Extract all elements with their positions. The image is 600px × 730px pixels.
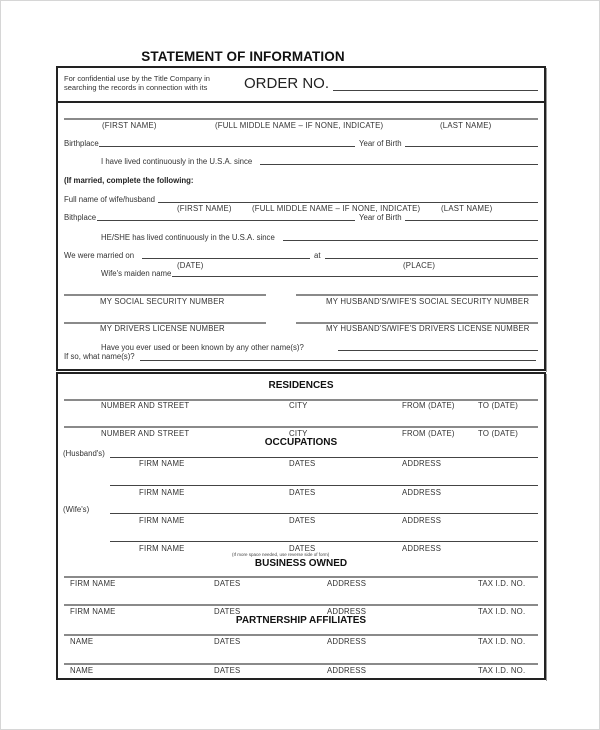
occupation-2-field[interactable] bbox=[110, 485, 538, 486]
spouse-first-name-caption: (FIRST NAME) bbox=[177, 204, 232, 213]
what-names-label: If so, what name(s)? bbox=[64, 352, 135, 361]
par2-tax-caption: TAX I.D. NO. bbox=[478, 666, 526, 675]
birthplace-label: Birthplace bbox=[64, 139, 99, 148]
bus2-address-caption: ADDRESS bbox=[327, 607, 367, 616]
header-separator bbox=[56, 101, 546, 103]
res2-to-caption: TO (DATE) bbox=[478, 429, 519, 438]
husband-label: (Husband's) bbox=[63, 449, 105, 458]
bus2-dates-caption: DATES bbox=[214, 607, 241, 616]
par1-address-caption: ADDRESS bbox=[327, 637, 367, 646]
res1-city-caption: CITY bbox=[289, 401, 308, 410]
occ2-address-caption: ADDRESS bbox=[402, 488, 442, 497]
occ1-firm-caption: FIRM NAME bbox=[139, 459, 185, 468]
partnership-title: PARTNERSHIP AFFILIATES bbox=[235, 615, 367, 626]
box-shadow bbox=[546, 68, 547, 372]
date-caption: (DATE) bbox=[177, 261, 204, 270]
middle-name-caption: (FULL MIDDLE NAME – IF NONE, INDICATE) bbox=[215, 121, 384, 130]
confidential-note-line2: searching the records in connection with its bbox=[64, 83, 208, 92]
occ3-firm-caption: FIRM NAME bbox=[139, 516, 185, 525]
spouse-ssn-caption: MY HUSBAND'S/WIFE'S SOCIAL SECURITY NUMBER bbox=[326, 297, 530, 306]
order-no-field[interactable] bbox=[333, 90, 538, 91]
first-name-caption: (FIRST NAME) bbox=[102, 121, 157, 130]
married-heading: (If married, complete the following: bbox=[64, 176, 194, 185]
occupation-1-field[interactable] bbox=[110, 457, 538, 458]
married-place-field[interactable] bbox=[325, 258, 538, 259]
occ2-firm-caption: FIRM NAME bbox=[139, 488, 185, 497]
occ3-dates-caption: DATES bbox=[289, 516, 316, 525]
at-label: at bbox=[314, 251, 321, 260]
spouse-ssn-field[interactable] bbox=[296, 294, 538, 296]
spouse-year-of-birth-label: Year of Birth bbox=[359, 213, 402, 222]
par2-address-caption: ADDRESS bbox=[327, 666, 367, 675]
maiden-name-label: Wife's maiden name bbox=[101, 269, 172, 278]
other-names-field[interactable] bbox=[338, 350, 538, 351]
birthplace-field[interactable] bbox=[99, 146, 355, 147]
occupations-note: (If more space needed, use reverse side of form) bbox=[232, 552, 330, 557]
par1-dates-caption: DATES bbox=[214, 637, 241, 646]
bus2-firm-caption: FIRM NAME bbox=[70, 607, 116, 616]
business-2-field[interactable] bbox=[64, 604, 538, 606]
my-dl-caption: MY DRIVERS LICENSE NUMBER bbox=[100, 324, 225, 333]
spouse-lived-usa-label: HE/SHE has lived continuously in the U.S.A. since bbox=[101, 233, 275, 242]
married-on-label: We were married on bbox=[64, 251, 135, 260]
year-of-birth-field[interactable] bbox=[405, 146, 538, 147]
bus1-tax-caption: TAX I.D. NO. bbox=[478, 579, 526, 588]
lived-usa-since-field[interactable] bbox=[260, 164, 538, 165]
spouse-name-field[interactable] bbox=[158, 202, 538, 203]
what-names-field[interactable] bbox=[140, 360, 536, 361]
occ4-dates-caption: DATES bbox=[289, 544, 316, 553]
box-shadow bbox=[546, 374, 547, 681]
maiden-name-field[interactable] bbox=[172, 276, 538, 277]
occ1-dates-caption: DATES bbox=[289, 459, 316, 468]
occ4-firm-caption: FIRM NAME bbox=[139, 544, 185, 553]
res1-from-caption: FROM (DATE) bbox=[402, 401, 455, 410]
residence-2-field[interactable] bbox=[64, 426, 538, 428]
spouse-name-label: Full name of wife/husband bbox=[64, 195, 156, 204]
spouse-last-name-caption: (LAST NAME) bbox=[441, 204, 493, 213]
res1-street-caption: NUMBER AND STREET bbox=[101, 401, 190, 410]
occupations-title: OCCUPATIONS bbox=[264, 437, 338, 448]
spouse-dl-caption: MY HUSBAND'S/WIFE'S DRIVERS LICENSE NUMBER bbox=[326, 324, 530, 333]
spouse-birthplace-field[interactable] bbox=[97, 220, 355, 221]
place-caption: (PLACE) bbox=[403, 261, 436, 270]
bus1-dates-caption: DATES bbox=[214, 579, 241, 588]
par1-name-caption: NAME bbox=[70, 637, 94, 646]
wife-label: (Wife's) bbox=[63, 505, 90, 514]
other-names-label: Have you ever used or been known by any other name(s)? bbox=[101, 343, 304, 352]
spouse-birthplace-label: Bithplace bbox=[64, 213, 97, 222]
order-no-label: ORDER NO. bbox=[244, 75, 330, 92]
occ4-address-caption: ADDRESS bbox=[402, 544, 442, 553]
lived-usa-label: I have lived continuously in the U.S.A. since bbox=[101, 157, 253, 166]
business-1-field[interactable] bbox=[64, 576, 538, 578]
partnership-1-field[interactable] bbox=[64, 634, 538, 636]
confidential-note-line1: For confidential use by the Title Company in bbox=[64, 74, 210, 83]
spouse-lived-usa-since-field[interactable] bbox=[283, 240, 538, 241]
res2-city-caption: CITY bbox=[289, 429, 308, 438]
res2-from-caption: FROM (DATE) bbox=[402, 429, 455, 438]
married-date-field[interactable] bbox=[142, 258, 310, 259]
res1-to-caption: TO (DATE) bbox=[478, 401, 519, 410]
bus2-tax-caption: TAX I.D. NO. bbox=[478, 607, 526, 616]
residences-title: RESIDENCES bbox=[268, 380, 334, 391]
bus1-firm-caption: FIRM NAME bbox=[70, 579, 116, 588]
occupation-3-field[interactable] bbox=[110, 513, 538, 514]
par2-name-caption: NAME bbox=[70, 666, 94, 675]
spouse-year-of-birth-field[interactable] bbox=[405, 220, 538, 221]
applicant-name-field[interactable] bbox=[64, 118, 538, 120]
year-of-birth-label: Year of Birth bbox=[359, 139, 402, 148]
document-title: STATEMENT OF INFORMATION bbox=[141, 49, 345, 64]
occ3-address-caption: ADDRESS bbox=[402, 516, 442, 525]
par2-dates-caption: DATES bbox=[214, 666, 241, 675]
business-owned-title: BUSINESS OWNED bbox=[254, 558, 348, 569]
partnership-2-field[interactable] bbox=[64, 663, 538, 665]
last-name-caption: (LAST NAME) bbox=[440, 121, 492, 130]
bus1-address-caption: ADDRESS bbox=[327, 579, 367, 588]
spouse-middle-name-caption: (FULL MIDDLE NAME – IF NONE, INDICATE) bbox=[252, 204, 421, 213]
my-ssn-caption: MY SOCIAL SECURITY NUMBER bbox=[100, 297, 225, 306]
occupation-4-field[interactable] bbox=[110, 541, 538, 542]
my-ssn-field[interactable] bbox=[64, 294, 266, 296]
res2-street-caption: NUMBER AND STREET bbox=[101, 429, 190, 438]
occ1-address-caption: ADDRESS bbox=[402, 459, 442, 468]
par1-tax-caption: TAX I.D. NO. bbox=[478, 637, 526, 646]
occ2-dates-caption: DATES bbox=[289, 488, 316, 497]
